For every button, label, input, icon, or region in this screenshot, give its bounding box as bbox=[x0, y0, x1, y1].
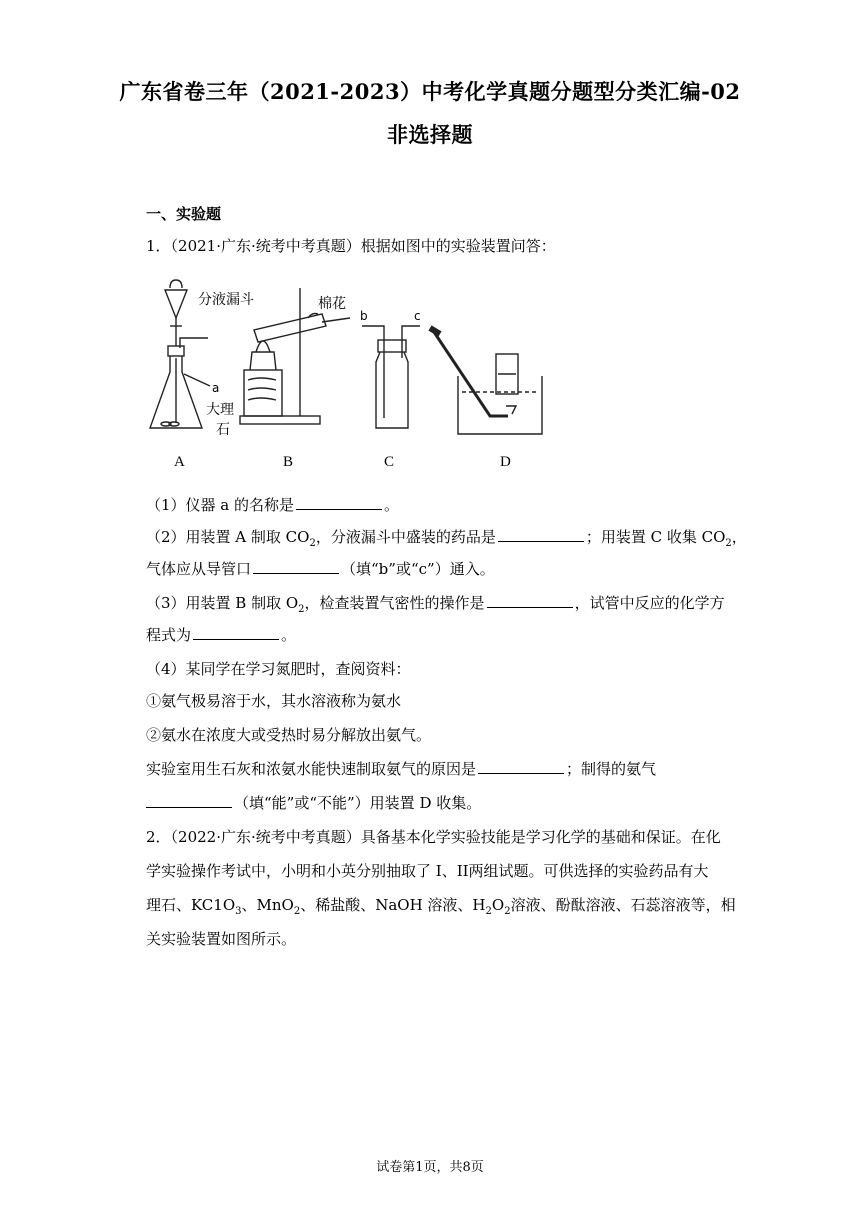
label-b: b bbox=[360, 309, 368, 323]
label-a: a bbox=[212, 381, 220, 395]
caption-d: D bbox=[500, 454, 511, 470]
label-c: c bbox=[414, 309, 421, 323]
q1-sub1: （1）仪器 a 的名称是 。 bbox=[146, 496, 400, 514]
q1-sub4-line4: （填“能”或“不能”）用装置 D 收集。 bbox=[146, 792, 481, 813]
label-marble-2: 石 bbox=[216, 422, 230, 438]
q2-line3: 理石、$KC1O_3$、MnO$_2$、稀盐酸、NaOH 溶液、$H_2O_2$溶液、酚酞溶液、石蕊溶液等，相 bbox=[146, 896, 736, 917]
answer-blank[interactable] bbox=[487, 593, 573, 608]
caption-b: B bbox=[283, 454, 294, 470]
q1-sub3-line1: （3）用装置 B 制取 $O_2$，检查装置气密性的操作是 ，试管中反应的化学方 bbox=[146, 594, 725, 615]
q1-sub2-line1: （2）用装置 A 制取 $CO_2$，分液漏斗中盛装的药品是 ；用装置 C 收集 $CO_2$， bbox=[146, 528, 747, 549]
q1-sub4-line3: 实验室用生石灰和浓氨水能快速制取氨气的原因是 ；制得的氨气 bbox=[146, 760, 657, 778]
q1-sub4-item1: ①氨气极易溶于水，其水溶液称为氨水 bbox=[146, 692, 402, 710]
label-marble-1: 大理 bbox=[206, 402, 234, 418]
section-heading: 一、实验题 bbox=[146, 205, 222, 223]
q2-line1: 2．（2022·广东·统考中考真题）具备基本化学实验技能是学习化学的基础和保证。在化 bbox=[146, 828, 721, 846]
label-cotton: 棉花 bbox=[318, 296, 346, 312]
answer-blank[interactable] bbox=[193, 625, 279, 640]
page-title: 广东省卷三年（2021-2023）中考化学真题分题型分类汇编-02 bbox=[119, 79, 741, 104]
q2-line2: 学实验操作考试中，小明和小英分别抽取了 I、II两组试题。可供选择的实验药品有大 bbox=[146, 862, 709, 880]
answer-blank[interactable] bbox=[478, 759, 564, 774]
answer-blank[interactable] bbox=[146, 793, 232, 808]
label-funnel: 分液漏斗 bbox=[198, 292, 254, 308]
answer-blank[interactable] bbox=[296, 495, 382, 510]
page-footer: 试卷第1页，共8页 bbox=[376, 1160, 484, 1175]
page-subtitle: 非选择题 bbox=[387, 122, 473, 147]
caption-a: A bbox=[174, 454, 185, 470]
q1-sub2-line2: 气体应从导管口 （填“b”或“c”）通入。 bbox=[146, 560, 495, 578]
caption-c: C bbox=[384, 454, 395, 470]
q2-line4: 关实验装置如图所示。 bbox=[146, 930, 297, 948]
q1-sub4-item2: ②氨水在浓度大或受热时易分解放出氨气。 bbox=[146, 726, 432, 744]
apparatus-figure bbox=[140, 268, 560, 448]
q1-stem: 1．（2021·广东·统考中考真题）根据如图中的实验装置问答： bbox=[146, 237, 556, 255]
answer-blank[interactable] bbox=[253, 559, 339, 574]
answer-blank[interactable] bbox=[498, 527, 584, 542]
q1-sub3-line2: 程式为 。 bbox=[146, 626, 297, 644]
q1-sub4: （4）某同学在学习氮肥时，查阅资料： bbox=[146, 660, 411, 678]
